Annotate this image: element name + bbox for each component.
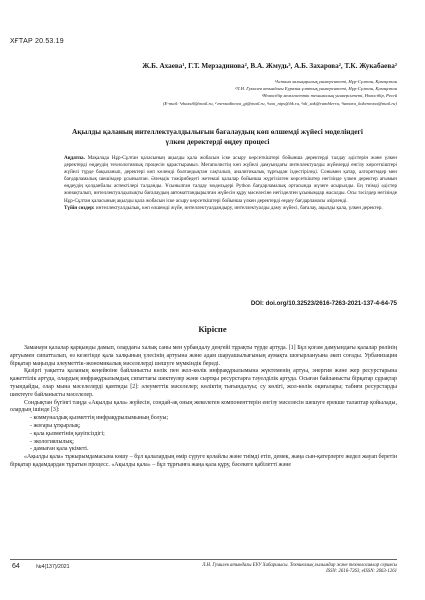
title-line: Ақылды қаланың интеллектуалдылығын бағалаудың көп өлшемді жүйесі моделіндегі <box>72 127 363 136</box>
page-number: 64 <box>12 563 20 570</box>
journal-issn: ISSN: 2616-7263, eISSN: 2663-1261 <box>326 569 397 575</box>
abstract-label: Аңдатпа. <box>64 155 85 161</box>
footer-divider <box>10 559 397 560</box>
doi-link[interactable]: DOI: doi.org/10.32523/2616-7263-2021-137-4-64-75 <box>250 300 397 307</box>
affiliation-line: ¹Астана халықаралық университеті, Нұр-Сұлтан, Қазақстан <box>274 79 397 84</box>
body-paragraph: Қазіргі уақытта қаланың кеңейюіне байланысты көлік пен жол-көлік инфрақұрылымына жүктеменің артуы, энергия және жер ресурстарына қажеттілік артуда, олардың инфрақұрылымдық сипаттағы шектеулер және сыртқы ресурстарға тәуелділік артуда. Осыған байланысты бірқатар сұрақтар туындайды, олар мына мәселелерді қамтиды [2]: әлеуметтік мәселелер; көліктің тығындалуы; су көлігі, жол-көлік оқиғалары; табиғи ресурстарды шектеуге байланысты мәселелер. <box>10 368 397 398</box>
body-paragraph: «Ақылды қала» тұжырымдамасына көшу – бұл қалалардың өмір сүруге қолайлы және тиімді етіп, демек, жаңа сын-қатерлерге жедел жауап беретін бірқатар қадамдардан тұратын процесс. «Ақылды қала» – бұл тұрғынға жаңа қала құру, бәсекеге қабілетті және <box>10 454 397 468</box>
affiliation-line: ²Л.Н. Гумилев атындағы Еуразия ұлттық университеті, Нұр-Сұлтан, Қазақстан <box>235 86 397 92</box>
journal-name: Л.Н. Гумилев атындағы ЕҰУ Хабаршысы. Техникалық ғылымдар және технологиялар сериясы <box>202 563 397 568</box>
section-heading: Кіріспе <box>198 324 227 334</box>
list-item: - дамыған қала үкіметі. <box>30 446 397 454</box>
abstract-paragraph <box>64 155 397 205</box>
journal-info <box>202 563 397 576</box>
author-list: Ж.Б. Ахаева¹, Г.Т. Мерзадинова², В.А. Жмудь³, А.Б. Захарова², Т.К. Жукабаева² <box>142 62 397 70</box>
article-title <box>40 127 395 147</box>
affiliations <box>20 78 397 107</box>
list-item: - коммуналдық қызметтің инфрақұрылымының болуы; <box>30 415 397 423</box>
body-paragraph: Заманауи қалалар қарқынды дамып, олардағы халық саны мен урбандалу деңгейі тұрақты түрде артуда. [1] Бұл қоғам дамуындағы қалалар рөлінің артуымен сипатталып, өз кезегінде қала халқының үлесінің артуына және адам шаруашылығының аумақта шоғырлануына әкеп соғады. Урбанизация бірқатар маңызды әлеуметтік-экономикалық мәселелерді шешуге мүмкіндік береді. <box>10 345 397 367</box>
affiliation-line: ³Новосібір мемлекеттік техникалық университеті, Новосібір, Ресей <box>261 93 397 99</box>
issue-number: №4(137)/2021 <box>36 564 70 570</box>
list-item: - экологиялылық; <box>30 439 397 447</box>
requirements-list <box>10 415 397 454</box>
body-paragraph: Сондықтан бүгінгі таңда «Ақылды қала» жүйесін, сондай-ақ оның жекелеген компоненттерін енгізу мәселесін шешуге ерекше талаптар қойылады, олардың ішінде [3]: <box>10 399 397 414</box>
abstract-text: Мақалада Нұр-Сұлтан қаласының ақылды қала жобасын іске асыру көрсеткіштері бойынша деректерді талдау әдістерін және үлкен деректерді өңдеудің технологиялық процесін қарастырамыз. Мегаполистің көп жүйелі дамуындағы интеллектуалды жүйелерді енгізу көрсеткіштері жүйелі түрде бақыланып, деректері көп көлемді болғандықтан сақталып, аналитикалық тұрғыдан іздестіріледі. Сонымен қатар, алгоритмдер мен бағдарламалық шешімдер ұсынылған. Әлемдік тәжірибедегі жетекші қалалар бойынша жүргізілген көрсеткіштер негізінде үлкен деректер ағымын өңдеудің қолданбалы аспектілері талданды. Ұсынылған талдау модельдері Python бағдарламалық ортасында жүзеге асырылды. Ең тиімді әдістер жинақталып, интеллектуалдылықты бағалаудың автоматтандырылған жүйесін құру мәселесіне негізделген ұсынымдар жасалды. Осы тәсілдер негізінде Нұр-Сұлтан қаласының ақылды қала жобасын іске асыру көрсеткіштері бойынша үлкен деректерді өңдеу бағдарламасы әзірленді. <box>64 155 397 204</box>
email-line: (E-mail: ¹zhaxsi6@mail.ru, ² merzadinova_gt@mail.ru, ³oao_nips@bk.ru, ²ali_zak@ramblerru, ²tamara_kokenovna@mail.ru) <box>163 100 397 106</box>
classification-code: ХҒТАР 20.53.19 <box>10 38 64 45</box>
list-item: - қала қызметінің қауіпсіздігі; <box>30 431 397 439</box>
keywords-paragraph <box>64 205 397 212</box>
list-item: - жоғары ұтқырлық; <box>30 423 397 431</box>
title-line: үлкен деректерді өңдеу процесі <box>165 136 270 146</box>
body-text <box>10 345 397 470</box>
abstract-block <box>64 155 397 212</box>
keywords-label: Түйін сөздер: <box>64 204 95 211</box>
keywords-text: интеллектуалдылық, көп өлшемді жүйе, интеллектуалдандыру, интеллектуалды даму жүйесі, бағалау, ақылды қала, үлкен деректер. <box>95 204 383 211</box>
